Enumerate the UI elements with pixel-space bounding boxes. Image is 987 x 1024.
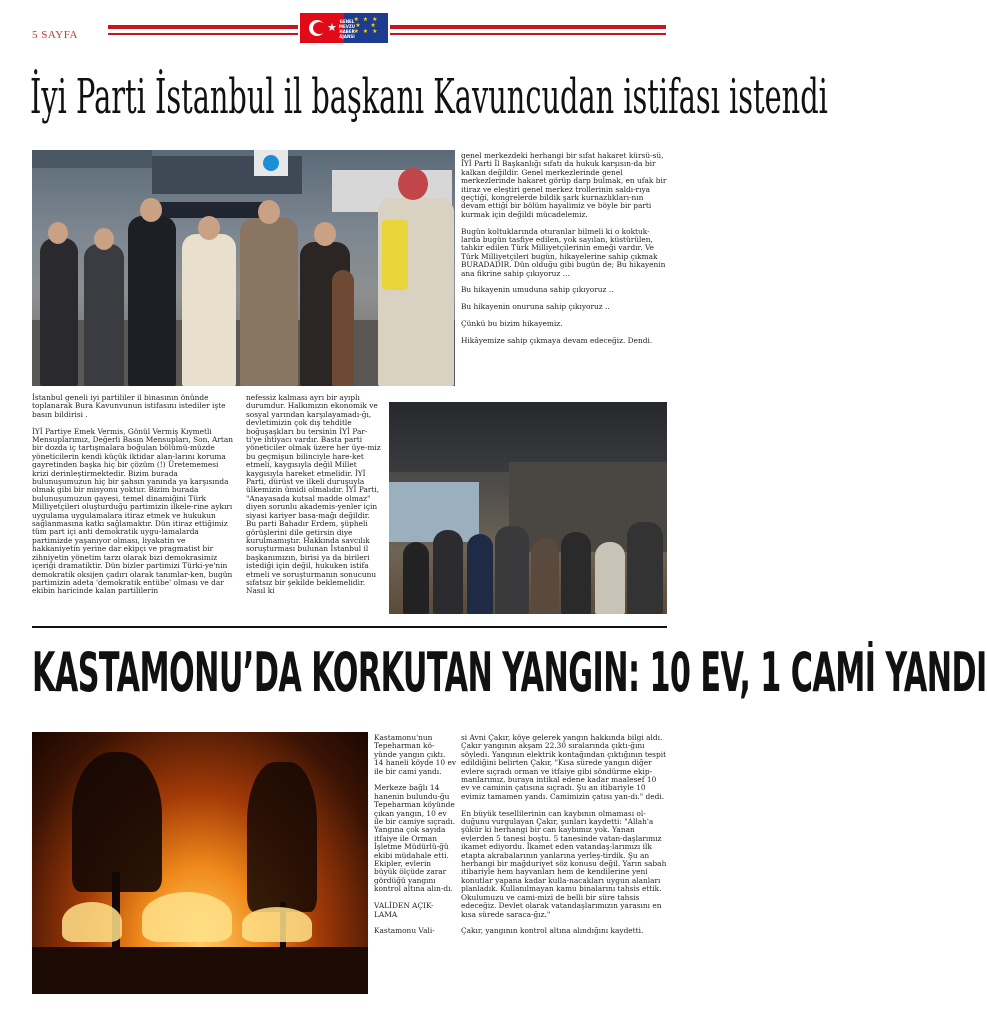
protest-crowd-photo: [32, 150, 455, 386]
paragraph: Bu hikayenin onuruna sahip çıkıyoruz ..: [461, 302, 610, 312]
paragraph: genel merkezdeki herhangi bir sıfat hakaret kürsü-sü, İYİ Parti İl Başkanlığı sıfatı da hukuk karşısın-da bir kalkan değildir. Genel merkezlerinde genel merkezlerinde hakaret görüp darp bulmak, en ufak bir itiraz ve eleştiri genel merkez trollerinin saldı-rıya geçtiği, kongrelerde bildik şark kurnazlıkları-nın devam ettiği bir bölüm hayalimiz ve böyle bir parti kurmak için değildi mücadelemiz.: [461, 151, 667, 219]
paragraph: Merkeze bağlı 14 hanenin bulundu-ğu Tepeharman köyünde çıkan yangın, 10 ev ile bir camiye sıçradı. Yangına çok sayıda itfaiye ile Orman İşletme Müdürlü-ğü ekibi müdahale etti. Ekipler, evlerin büyük ölçüde zarar gördüğü yangını kontrol altına alın-dı.: [374, 783, 455, 894]
paragraph: İYİ Partiye Emek Vermis, Gönül Vermiş Kıymetli Mensuplarımız, Değerli Basın Mensupları, Son, Artan bir dozda iç tartışmalara boğulan bölümü-müzde yöneticilerin kendi küçük iktidar alan-larını koruma gayretinden başka hiç bir çözüm (!) Üretememesi krizi derinleştirmektedir. Bizim burada bulunuşumuzun hiç bir şahsın yanında ya karşısında olmak gibi bir misyonu yoktur. Bizim burada bulunuşumuzun gayesi, temel dinamiğini Türk Milliyetçileri oluşturduğu partimizin ilkele-rine aykırı uygulama uygulamalara itiraz etmek ve hukukun sağlanmasına katkı sağlamaktır. Dün itiraz ettiğimiz tüm part içi anti demokratik uygu-lamalarda partimizde yaşanıyor olması, liyakatin ve hakkaniyetin yerine dar ekipçi ve pragmatist bir zihniyetin yönetim tarzı olarak bizi demokrasimiz içeriği dramatiktir. Dün bizler partimizi Türki-ye'nin demokratik oksijen çadırı olarak tanımlar-ken, bugün partimizin adeta 'demokratik entübe' olması ve dar ekibin haricinde kalan partililerin: [32, 426, 234, 596]
paragraph: Çünkü bu bizim hikayemiz.: [461, 319, 563, 329]
article1-left-column: [32, 394, 236, 604]
section-separator: [32, 626, 667, 628]
turkey-flag-icon: ★: [300, 13, 344, 43]
paragraph: si Avni Çakır, köye gelerek yangın hakkında bilgi aldı. Çakır yangının akşam 22.30 sıralarında çıktı-ğını söyledi. Yangının elektrik kontağından çıktığının tespit edildiğini belirten Çakır, "Kısa sürede yangın diğer evlere sıçradı orman ve itfaiye gibi söndürme ekip-manlarımız, buraya intikal edene kadar maalesef 10 ev ve caminin çatısına sıçradı. Şu an itibariyle 10 evimiz tamamen yandı. Camimizin çatısı yan-dı." dedi.: [461, 733, 667, 801]
paragraph: İstanbul geneli iyi partililer il binasının önünde toplanarak Bura Kavunvunun istifasını istediler işte basın bildirisi .: [32, 393, 226, 419]
paragraph: Çakır, yangının kontrol altına alındığını kaydetti.: [461, 926, 644, 936]
paragraph: Kastamonu Vali-: [374, 926, 435, 936]
header-rule-right: [390, 25, 666, 29]
paragraph: Bugün koltuklarında oturanlar bilmeli ki o koktuk-larda bugün tasfiye edilen, yok sayılan, küstürülen, tahkir edilen Türk Milliyetçilerinin emeği vardır. Ve Türk Milliyetçileri bugün, hikayelerine sahip çıkmak BURADADIR. Dün olduğu gibi bugün de; Bu hikayenin ana fikrine sahip çıkıyoruz …: [461, 226, 666, 278]
paragraph: nefessiz kalması ayrı bir ayıplı durumdur. Halkımızın ekonomik ve sosyal yarından karşılayamadı-ğı, devletimizin çok dış tehditle boğuşaşkları bu tersinin İYİ Par-ti'ye ihtiyacı vardır. Basta parti yöneticiler olmak üzere her üye-miz bu geçmişun bilinciyle hare-ket etmeli, kaygısıyla değil Millet kaygısıyla hareket etmelidir. İYİ Parti, dürüst ve ilkeli duruşuyla ülkemizin ümidi olmalıdır. İYİ Parti, "Anayasada kutsal madde olmaz" diyen sorunlu akademis-yenler için siyasi kariyer basa-mağı değildir. Bu parti Bahadır Erdem, şüpheli görüşlerini dile getirsin diye kurulmamıştır. Hakkında savcılık soruşturması bulunan İstanbul il başkanımızın, birisi ya da birileri istediği için değil, hukuken istifa etmeli ve soruşturmanın sonucunu sıfatsız bir şekilde beklemelidir. Nasıl ki: [246, 393, 381, 596]
flag-logo: [300, 13, 388, 43]
cafe-crowd-photo: [389, 402, 667, 614]
paragraph: Hikâyemize sahip çıkmaya devam edeceğiz. Dendi.: [461, 335, 653, 345]
eu-flag-icon: ★ ★ ★ ★ ★ ★ ★ ★: [344, 13, 388, 43]
article2-headline: KASTAMONU’DA KORKUTAN YANGIN: 10 EV, 1 CAMİ YANDI: [32, 641, 987, 704]
subheading: VALİDEN AÇIK-LAMA: [374, 901, 434, 919]
header-rule-right-thin: [390, 33, 666, 35]
article1-right-top-column: [461, 152, 667, 354]
paragraph: Kastamonu'nun Tepeharman kö-yünde yangın çıktı. 14 haneli köyde 10 ev ile bir cami yandı.: [374, 733, 456, 776]
article1-middle-column: [246, 394, 382, 604]
paragraph: Bu hikayenin umuduna sahip çıkıyoruz ..: [461, 285, 614, 295]
article1-headline: İyi Parti İstanbul il başkanı Kavuncudan istifası istendi: [30, 69, 828, 125]
article2-right-column: [461, 734, 667, 944]
page-number: 5 SAYFA: [32, 29, 78, 41]
paragraph: En büyük tesellilerinin can kaybının olmaması ol-duğunu vurgulayan Çakır, şunları kaydetti: "Allah'a şükür ki herhangi bir can kaybımız yok. Yanan evlerden 5 tanesi boştu. 5 tanesinde vatan-daşlarımız ikamet ediyordu. İkamet eden vatandaş-larımızı ilk etapta akrabalarının yanlarına yerleş-tirdik. Şu an herhangi bir mağduriyet söz konusu değil. Yarın sabah itibariyle hem hayvanları hem de kendilerine yeni konutlar yapana kadar kulla-nacakları uygun alanları planladık. Kullanılmayan kamu binalarını tahsis ettik. Okulumuzu ve cami-mizi de belli bir süre tahsis edeceğiz. Devlet olarak vatandaşlarımızın yarasını en kısa sürede saraca-ğız.": [461, 808, 667, 919]
header-rule-left: [108, 25, 298, 29]
header-rule-left-thin: [108, 33, 298, 35]
flag-brand-text: GENEL MEVZU HABER AJANSI: [339, 19, 355, 39]
article2-narrow-column: [374, 734, 456, 944]
village-fire-photo: [32, 732, 368, 994]
